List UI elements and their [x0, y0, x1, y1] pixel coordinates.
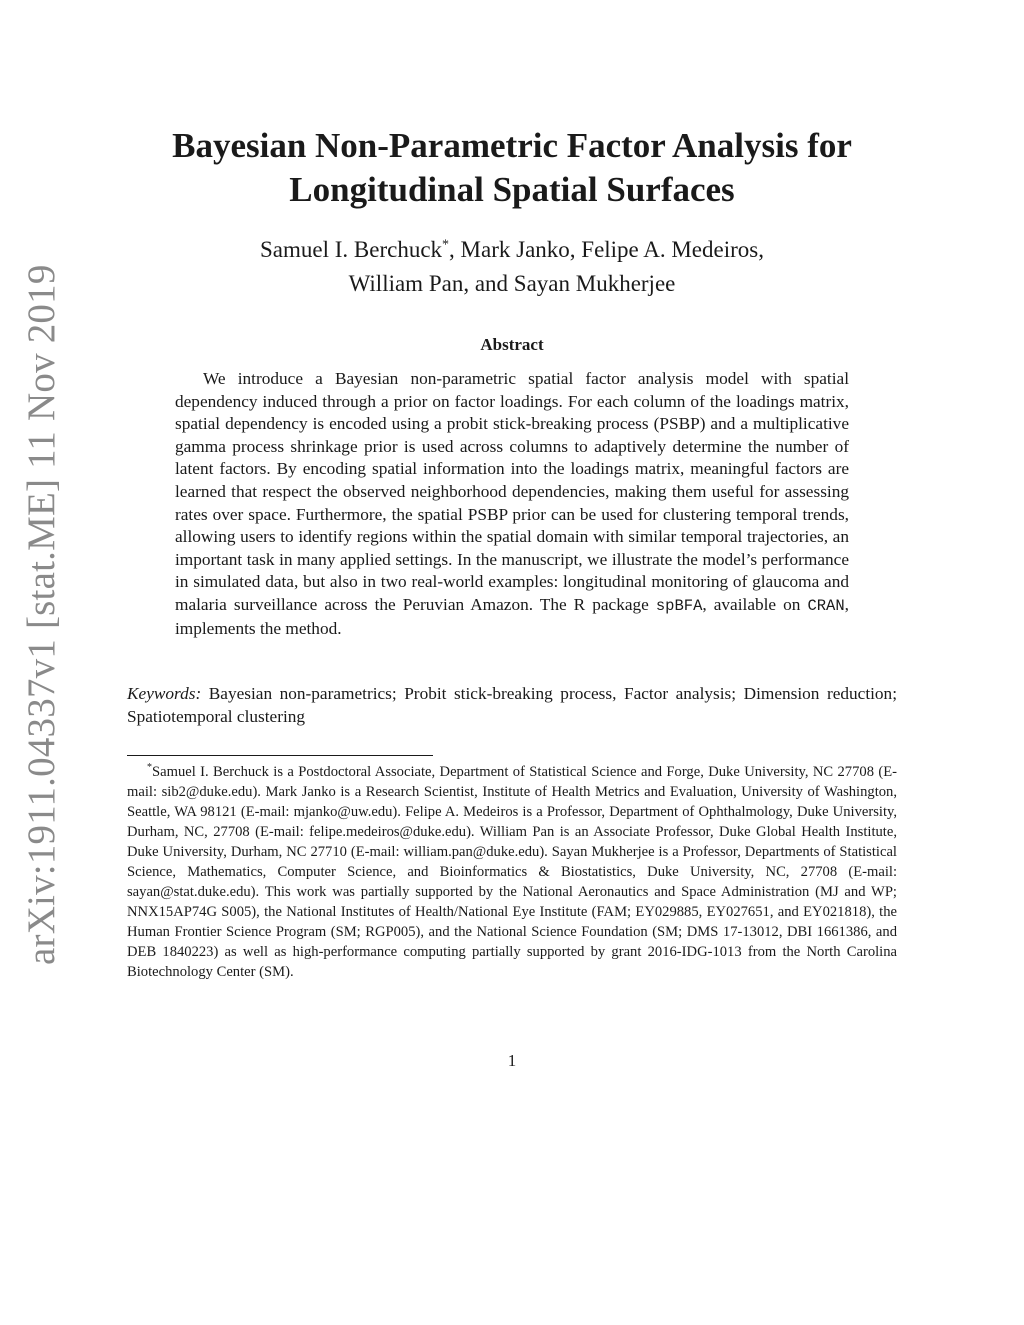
repository-name: CRAN — [807, 596, 845, 615]
abstract-heading: Abstract — [480, 335, 544, 354]
title-line-2: Longitudinal Spatial Surfaces — [289, 170, 735, 209]
title-line-1: Bayesian Non-Parametric Factor Analysis for — [172, 126, 852, 165]
author-footnote — [127, 762, 897, 982]
authors-line-2: William Pan, and Sayan Mukherjee — [348, 271, 676, 296]
arxiv-identifier-stamp: arXiv:1911.04337v1 [stat.ME] 11 Nov 2019 — [20, 264, 63, 965]
paper-title — [110, 124, 914, 212]
keywords-label: Keywords: — [127, 684, 202, 703]
first-author-footnote-mark: * — [442, 237, 450, 253]
first-author: Samuel I. Berchuck — [260, 237, 443, 262]
footnote-mark: * — [147, 762, 152, 774]
abstract-text-end: , implements the method. — [175, 594, 849, 638]
abstract-text: We introduce a Bayesian non-parametric spatial factor analysis model with spatial dependency induced through a prior on factor loadings. For each column of the loadings matrix, spatial dependency is encoded using a probit stick-breaking process (PSBP) and a multiplicative gamma process shrinkage prior is used across columns to adaptively determine the number of latent factors. By encoding spatial information into the loadings matrix, meaningful factors are learned that respect the observed neighborhood dependencies, making them useful for assessing rates over space. Furthermore, the spatial PSBP prior can be used for clustering temporal trends, allowing users to identify regions within the spatial domain with similar temporal trajectories, an important task in many applied settings. In the manuscript, we illustrate the model’s performance in simulated data, but also in two real-world examples: longitudinal monitoring of glaucoma and malaria surveillance across the Peruvian Amazon. The R package — [175, 369, 849, 614]
co-authors-line-1: , Mark Janko, Felipe A. Medeiros, — [449, 237, 764, 262]
keywords-text: Bayesian non-parametrics; Probit stick-breaking process, Factor analysis; Dimension reduction; Spatiotemporal clustering — [127, 684, 898, 726]
page-number: 1 — [507, 1051, 517, 1070]
authors-line-1 — [160, 233, 864, 267]
package-name: spBFA — [655, 596, 703, 615]
keywords — [127, 682, 897, 728]
footnote-divider — [127, 755, 433, 756]
abstract-text-mid: , available on — [702, 594, 808, 614]
abstract-body — [175, 368, 849, 640]
footnote-text: Samuel I. Berchuck is a Postdoctoral Associate, Department of Statistical Science and Forge, Duke University, NC 27708 (E-mail: sib2@duke.edu). Mark Janko is a Research Scientist, Institute of Health Metrics and Evaluation, University of Washington, Seattle, WA 98121 (E-mail: mjanko@uw.edu). Felipe A. Medeiros is a Professor, Department of Ophthalmology, Duke University, Durham, NC, 27708 (E-mail: felipe.medeiros@duke.edu). William Pan is an Associate Professor, Duke Global Health Institute, Duke University, Durham, NC 27710 (E-mail: william.pan@duke.edu). Sayan Mukherjee is a Professor, Departments of Statistical Science, Mathematics, Computer Science, and Bioinformatics & Biostatistics, Duke University, NC, 27708 (E-mail: sayan@stat.duke.edu). This work was partially supported by the National Aeronautics and Space Administration (MJ and WP; NNX15AP74G S005), the National Institutes of Health/National Eye Institute (FAM; EY029885, EY027651, and EY021818), the Human Frontier Science Program (SM; RGP005), and the National Science Foundation (SM; DMS 17-13012, DBI 1661386, and DEB 1840223) as well as high-performance computing partially supported by grant 2016-IDG-1013 from the North Carolina Biotechnology Center (SM). — [127, 764, 897, 980]
author-list — [160, 233, 864, 301]
